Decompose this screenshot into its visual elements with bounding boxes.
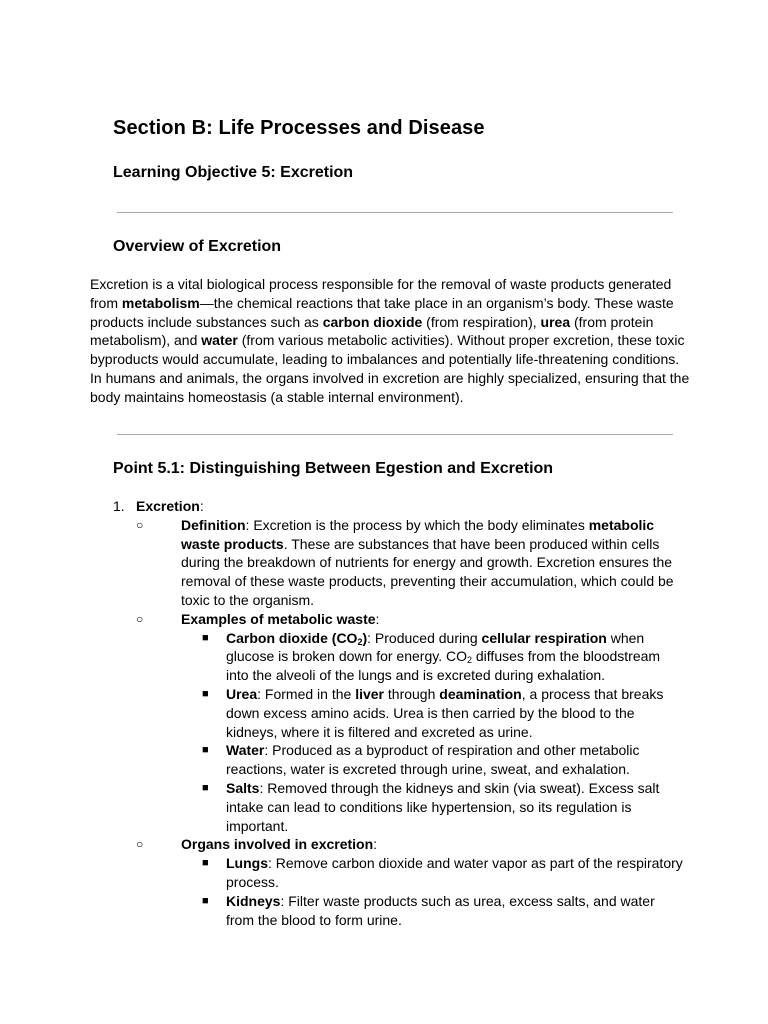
lungs-label: Lungs <box>226 855 268 872</box>
term-carbon-dioxide: carbon dioxide <box>322 313 423 330</box>
kidneys-item <box>136 892 683 930</box>
item-colon: : <box>199 498 204 514</box>
term-cellular-respiration: cellular respiration <box>481 629 607 646</box>
definition-label: Definition <box>181 516 246 533</box>
overview-text: (from respiration), <box>422 313 541 330</box>
kidneys-text: : Filter waste products such as urea, excess salts, and water from the blood to form urine. <box>226 892 655 928</box>
co2-subscript: 2 <box>466 655 472 666</box>
circle-bullet-icon: ○ <box>136 611 144 626</box>
square-bullet-icon: ■ <box>202 744 209 757</box>
kidneys-label: Kidneys <box>226 892 281 909</box>
urea-text: through <box>384 685 440 702</box>
square-bullet-icon: ■ <box>202 894 209 907</box>
organs-label: Organs involved in excretion <box>181 836 374 853</box>
water-label: Water <box>226 742 265 759</box>
term-liver: liver <box>355 685 384 702</box>
term-metabolism: metabolism <box>121 294 200 311</box>
term-deamination: deamination <box>439 685 522 702</box>
urea-text: : Formed in the <box>257 685 356 702</box>
term-water: water <box>201 332 238 349</box>
horizontal-divider <box>117 212 673 213</box>
overview-text: —the chemical reactions that take place in an organism’s body. These waste products include substances such as <box>90 294 674 330</box>
urea-text: , a process that breaks down excess amino acids. Urea is then carried by the blood to the kidneys, where it is filtered and excreted as urine. <box>226 685 664 740</box>
item-label: Excretion <box>136 498 200 514</box>
definition-text: . These are substances that have been produced within cells during the breakdown of nutrients for energy and growth. Excretion ensures the removal of these waste products, preventing their accumulation, which could be toxic to the organism. <box>181 535 674 608</box>
term-urea: urea <box>540 313 571 330</box>
overview-text: (from protein metabolism), and <box>90 313 654 349</box>
urea-label: Urea <box>226 685 258 702</box>
co2-text: diffuses from the bloodstream into the alveoli of the lungs and is excreted during exhalation. <box>226 648 661 684</box>
co2-label: Carbon dioxide (CO <box>226 629 358 646</box>
excretion-list <box>113 497 683 929</box>
definition-text: : Excretion is the process by which the body eliminates <box>245 516 589 533</box>
organs-item <box>136 835 683 929</box>
definition-item <box>136 516 683 610</box>
organs-colon: : <box>373 836 378 853</box>
co2-label-end: ) <box>362 629 368 646</box>
list-item-excretion <box>113 497 683 929</box>
circle-bullet-icon: ○ <box>136 517 144 532</box>
salts-label: Salts <box>226 779 260 796</box>
overview-text: Excretion is a vital biological process responsible for the removal of waste products generated from <box>90 276 672 311</box>
horizontal-divider <box>117 434 673 435</box>
examples-label: Examples of metabolic waste <box>181 610 376 627</box>
salts-item <box>136 779 683 835</box>
circle-bullet-icon: ○ <box>136 837 144 852</box>
point-heading: Point 5.1: Distinguishing Between Egestion and Excretion <box>113 460 554 477</box>
co2-subscript: 2 <box>357 636 363 647</box>
section-title: Section B: Life Processes and Disease <box>113 117 485 139</box>
square-bullet-icon: ■ <box>202 781 209 794</box>
term-metabolic-waste: metabolic waste products <box>181 516 655 552</box>
square-bullet-icon: ■ <box>202 857 209 870</box>
urea-item <box>136 685 683 741</box>
co2-text: when glucose is broken down for energy. CO <box>226 629 645 665</box>
square-bullet-icon: ■ <box>202 687 209 700</box>
lungs-text: : Remove carbon dioxide and water vapor as part of the respiratory process. <box>226 855 683 890</box>
co2-item <box>136 629 683 685</box>
salts-text: : Removed through the kidneys and skin (via sweat). Excess salt intake can lead to conditions like hypertension, so its regulation is important. <box>226 779 660 834</box>
water-text: : Produced as a byproduct of respiration and other metabolic reactions, water is excreted through urine, sweat, and exhalation. <box>226 742 640 778</box>
co2-text: : Produced during <box>367 629 482 646</box>
list-number: 1. <box>113 498 125 514</box>
square-bullet-icon: ■ <box>202 631 209 644</box>
learning-objective-heading: Learning Objective 5: Excretion <box>113 164 354 181</box>
water-item <box>136 741 683 779</box>
examples-item <box>136 610 683 836</box>
overview-text: (from various metabolic activities). Without proper excretion, these toxic byproducts would accumulate, leading to imbalances and potentially life-threatening conditions. In humans and animals, the organs involved in excretion are highly specialized, ensuring that the body maintains homeostasis (a stable internal environment). <box>90 332 690 405</box>
lungs-item <box>136 854 683 892</box>
overview-paragraph <box>90 275 690 407</box>
examples-colon: : <box>375 610 380 627</box>
overview-heading: Overview of Excretion <box>113 238 282 255</box>
